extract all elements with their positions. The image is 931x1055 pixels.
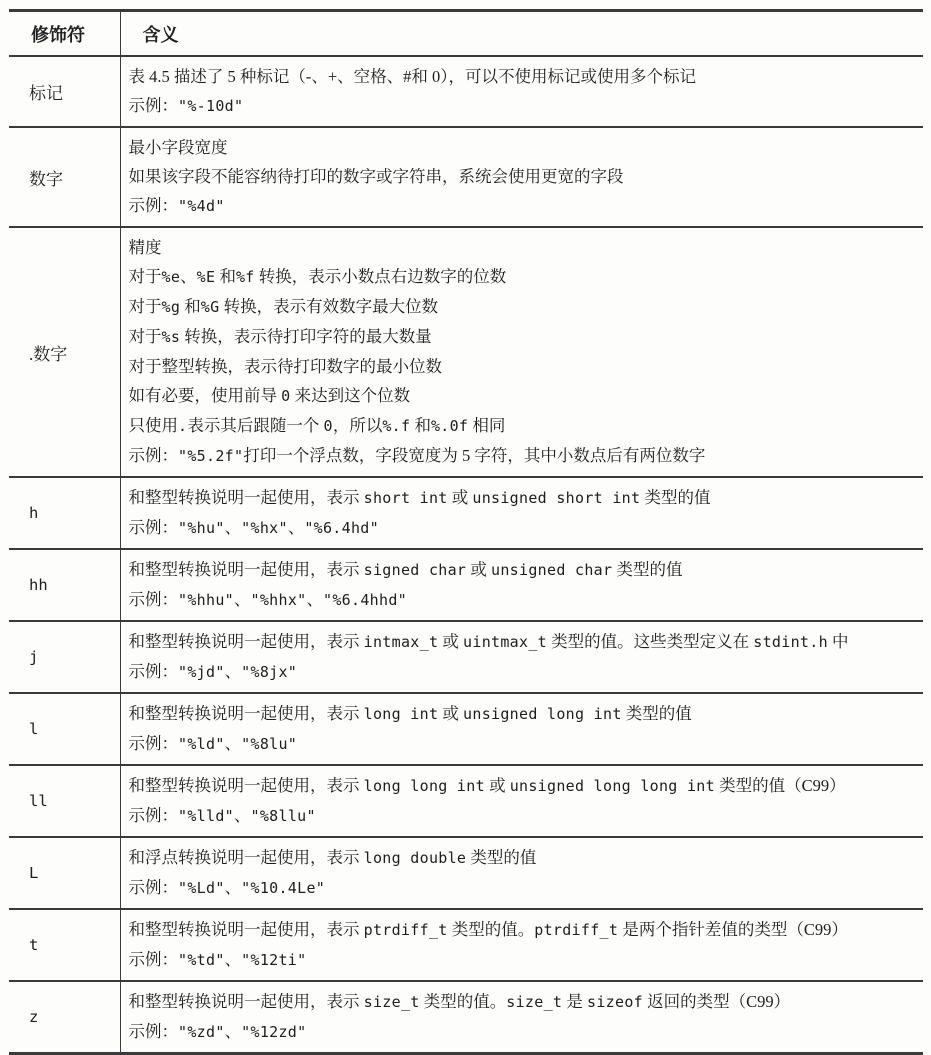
plain-text: 精度 <box>128 238 162 257</box>
plain-text: 对于 <box>128 297 162 316</box>
table-row <box>9 549 923 621</box>
code-text: "%zd" <box>178 1023 225 1041</box>
plain-text: 对于 <box>128 267 162 286</box>
plain-text: 示例： <box>128 96 178 115</box>
modifier-cell: t <box>9 909 120 981</box>
plain-text: 和 <box>410 416 431 435</box>
meaning-line <box>129 162 916 191</box>
plain-text: 最小字段宽度 <box>128 138 228 157</box>
plain-text: 如有必要，使用前导 <box>128 386 282 405</box>
modifier-cell: L <box>9 837 120 909</box>
code-text: "%5.2f" <box>178 447 244 465</box>
plain-text: 和整型转换说明一起使用，表示 <box>128 704 364 723</box>
code-text: "%-10d" <box>178 97 244 115</box>
meaning-line <box>129 233 916 262</box>
code-text: "%jd" <box>178 663 225 681</box>
code-text: %g <box>161 298 181 316</box>
plain-text: 示例： <box>128 1022 178 1041</box>
table-header-row <box>9 11 923 57</box>
meaning-line <box>129 352 916 381</box>
meaning-line <box>129 133 916 162</box>
code-text: long double <box>363 849 467 867</box>
plain-text: 示例： <box>128 662 178 681</box>
meaning-line <box>129 381 916 411</box>
modifier-cell: j <box>9 621 120 693</box>
code-text: "%6.4hd" <box>304 519 379 537</box>
plain-text: 类型的值 <box>612 560 683 579</box>
meaning-line <box>129 873 916 903</box>
code-text: "%12ti" <box>241 951 307 969</box>
code-text: 0 <box>323 417 333 435</box>
modifier-cell: 标记 <box>9 56 120 127</box>
code-text: intmax_t <box>363 633 439 651</box>
code-text: "%6.4hhd" <box>323 591 407 609</box>
plain-text: 或 <box>447 488 473 507</box>
plain-text: 返回的类型（C99） <box>643 992 791 1011</box>
plain-text: 相同 <box>468 416 506 435</box>
plain-text: 、 <box>234 590 251 609</box>
table-row <box>9 56 923 127</box>
meaning-line <box>129 627 916 657</box>
plain-text: 、 <box>234 806 251 825</box>
meaning-cell <box>120 227 923 477</box>
plain-text: 和 <box>215 267 236 286</box>
code-text: "%Ld" <box>178 879 225 897</box>
plain-text: 示例： <box>128 806 178 825</box>
meaning-cell <box>120 621 923 693</box>
modifier-cell: ll <box>9 765 120 837</box>
plain-text: 或 <box>484 776 510 795</box>
code-text: "%4d" <box>178 197 225 215</box>
meaning-line <box>129 292 916 322</box>
code-text: stdint.h <box>753 633 828 651</box>
code-text: %s <box>161 328 181 346</box>
code-text: "%8jx" <box>241 663 298 681</box>
plain-text: 类型的值。 <box>419 992 507 1011</box>
plain-text: 和浮点转换说明一起使用，表示 <box>128 848 364 867</box>
meaning-cell <box>120 127 923 227</box>
code-text: unsigned long long int <box>509 777 715 795</box>
table-row <box>9 693 923 765</box>
plain-text: 、 <box>180 267 197 286</box>
code-text: size_t <box>506 993 563 1011</box>
code-text: "%hu" <box>178 519 225 537</box>
plain-text: 、 <box>224 1022 242 1041</box>
meaning-cell <box>120 765 923 837</box>
table-row <box>9 765 923 837</box>
code-text: "%12zd" <box>241 1023 307 1041</box>
meaning-line <box>129 191 916 221</box>
code-text: unsigned short int <box>472 489 641 507</box>
plain-text: 和整型转换说明一起使用，表示 <box>128 992 364 1011</box>
plain-text: 、 <box>224 662 242 681</box>
plain-text: 转换，表示小数点右边数字的位数 <box>254 267 507 286</box>
meaning-line <box>129 657 916 687</box>
table-row <box>9 837 923 909</box>
plain-text: 打印一个浮点数，字段宽度为 5 字符，其中小数点后有两位数字 <box>243 446 706 465</box>
meaning-line <box>129 915 916 945</box>
code-text: ptrdiff_t <box>534 921 619 939</box>
plain-text: 类型的值 <box>621 704 692 723</box>
meaning-line <box>129 585 916 615</box>
plain-text: 是 <box>562 992 587 1011</box>
meaning-line <box>129 729 916 759</box>
modifier-cell: hh <box>9 549 120 621</box>
plain-text: 或 <box>466 560 492 579</box>
plain-text: 或 <box>438 632 464 651</box>
plain-text: 和 <box>180 297 201 316</box>
plain-text: 、 <box>224 950 242 969</box>
plain-text: 、 <box>224 878 242 897</box>
code-text: %E <box>196 268 216 286</box>
plain-text: 和整型转换说明一起使用，表示 <box>128 632 364 651</box>
plain-text: 和整型转换说明一起使用，表示 <box>128 776 364 795</box>
code-text: uintmax_t <box>463 633 548 651</box>
plain-text: 、 <box>224 518 242 537</box>
meaning-cell <box>120 477 923 549</box>
code-text: size_t <box>363 993 420 1011</box>
meaning-line <box>129 483 916 513</box>
plain-text: 表示其后跟随一个 <box>187 416 324 435</box>
code-text: "%lld" <box>178 807 234 825</box>
meaning-cell <box>120 549 923 621</box>
plain-text: 或 <box>438 704 464 723</box>
meaning-line <box>129 322 916 352</box>
table-row <box>9 477 923 549</box>
code-text: "%8lu" <box>241 735 298 753</box>
plain-text: 中 <box>827 632 849 651</box>
plain-text: 类型的值。这些类型定义在 <box>547 632 754 651</box>
modifier-cell: z <box>9 981 120 1054</box>
meaning-line <box>129 513 916 543</box>
plain-text: 是两个指针差值的类型（C99） <box>618 920 848 939</box>
plain-text: 、 <box>224 734 242 753</box>
meaning-line <box>129 262 916 292</box>
meaning-line <box>129 801 916 831</box>
modifier-cell: h <box>9 477 120 549</box>
header-meaning: 含义 <box>120 11 923 57</box>
code-text: "%hx" <box>241 519 288 537</box>
table-row <box>9 981 923 1054</box>
meaning-line <box>129 62 916 91</box>
code-text: long long int <box>363 777 485 795</box>
code-text: "%8llu" <box>250 807 316 825</box>
code-text: signed char <box>363 561 467 579</box>
meaning-line <box>129 987 916 1017</box>
plain-text: 、 <box>306 590 323 609</box>
code-text: %.0f <box>430 417 469 435</box>
code-text: unsigned long int <box>463 705 622 723</box>
plain-text: 类型的值（C99） <box>714 776 846 795</box>
modifier-cell: 数字 <box>9 127 120 227</box>
meaning-line <box>129 945 916 975</box>
plain-text: 转换，表示有效数字最大位数 <box>219 297 439 316</box>
meaning-line <box>129 843 916 873</box>
plain-text: 和整型转换说明一起使用，表示 <box>128 920 364 939</box>
plain-text: 、 <box>287 518 305 537</box>
plain-text: 示例： <box>128 196 178 215</box>
code-text: unsigned char <box>491 561 613 579</box>
code-text: "%hhx" <box>250 591 307 609</box>
plain-text: 来达到这个位数 <box>290 386 411 405</box>
plain-text: 类型的值 <box>466 848 537 867</box>
plain-text: 如果该字段不能容纳待打印的数字或字符串，系统会使用更宽的字段 <box>128 167 624 186</box>
code-text: . <box>178 417 188 435</box>
table-row <box>9 227 923 477</box>
header-modifier: 修饰符 <box>9 11 120 57</box>
plain-text: ，所以 <box>332 416 383 435</box>
plain-text: 示例： <box>128 446 178 465</box>
table-row <box>9 621 923 693</box>
plain-text: 类型的值 <box>640 488 711 507</box>
code-text: ptrdiff_t <box>363 921 448 939</box>
meaning-line <box>129 411 916 441</box>
code-text: short int <box>363 489 448 507</box>
plain-text: 和整型转换说明一起使用，表示 <box>128 488 364 507</box>
meaning-line <box>129 91 916 121</box>
meaning-line <box>129 771 916 801</box>
meaning-cell <box>120 981 923 1054</box>
table-row <box>9 909 923 981</box>
plain-text: 转换，表示待打印字符的最大数量 <box>180 327 432 346</box>
code-text: "%hhu" <box>178 591 234 609</box>
code-text: %.f <box>382 417 411 435</box>
meaning-line <box>129 699 916 729</box>
table-body <box>9 56 923 1054</box>
plain-text: 类型的值。 <box>447 920 535 939</box>
meaning-cell <box>120 837 923 909</box>
code-text: %f <box>235 268 255 286</box>
meaning-cell <box>120 693 923 765</box>
code-text: %e <box>161 268 181 286</box>
meaning-cell <box>120 909 923 981</box>
plain-text: 只使用 <box>128 416 178 435</box>
code-text: %G <box>200 298 220 316</box>
modifier-table <box>9 9 923 1055</box>
plain-text: 示例： <box>128 518 178 537</box>
plain-text: 表 4.5 描述了 5 种标记（-、+、空格、#和 0），可以不使用标记或使用多个标记 <box>128 67 697 86</box>
modifier-cell: l <box>9 693 120 765</box>
plain-text: 和整型转换说明一起使用，表示 <box>128 560 364 579</box>
code-text: "%td" <box>178 951 225 969</box>
code-text: "%ld" <box>178 735 225 753</box>
plain-text: 示例： <box>128 590 178 609</box>
meaning-line <box>129 555 916 585</box>
plain-text: 对于整型转换，表示待打印数字的最小位数 <box>128 357 442 376</box>
code-text: long int <box>363 705 439 723</box>
plain-text: 示例： <box>128 878 178 897</box>
code-text: sizeof <box>587 993 643 1011</box>
plain-text: 示例： <box>128 734 178 753</box>
plain-text: 示例： <box>128 950 178 969</box>
plain-text: 对于 <box>128 327 162 346</box>
meaning-cell <box>120 56 923 127</box>
table-row <box>9 127 923 227</box>
meaning-line <box>129 441 916 471</box>
modifier-cell: .数字 <box>9 227 120 477</box>
code-text: 0 <box>281 387 291 405</box>
code-text: "%10.4Le" <box>241 879 326 897</box>
